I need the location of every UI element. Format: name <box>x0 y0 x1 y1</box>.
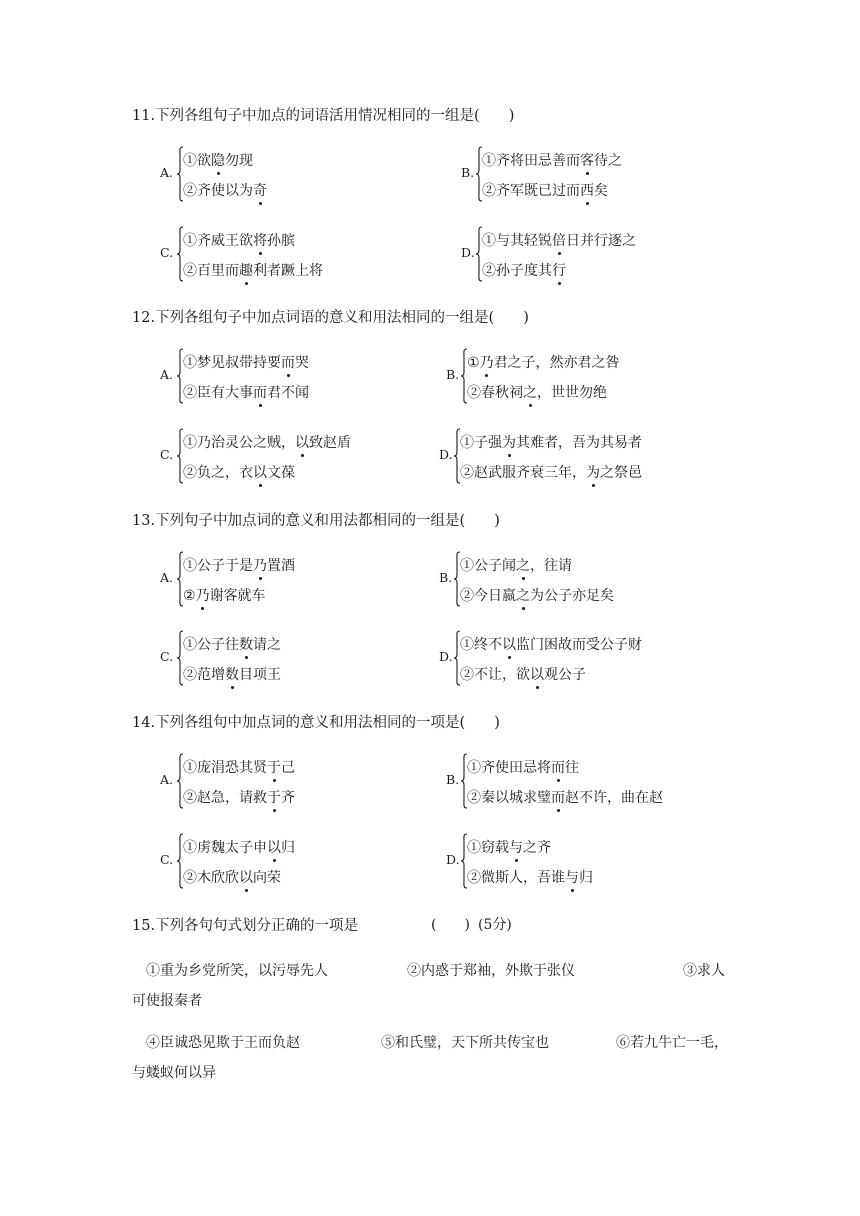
dotted-keyword: 而 <box>551 757 565 777</box>
dotted-keyword: 倍 <box>552 230 566 250</box>
sentence-text: ① <box>467 355 480 371</box>
sentence-text: 待之 <box>594 153 622 169</box>
option-sentence-2 <box>183 867 281 887</box>
sentence-text: ②齐军既已过而 <box>482 183 580 199</box>
sentence-text: 归 <box>579 870 593 886</box>
dotted-keyword: 以 <box>295 432 309 452</box>
sentence-text: 置酒 <box>267 558 295 574</box>
dotted-keyword: 以 <box>267 837 281 857</box>
option-sentence-2 <box>183 462 295 482</box>
dotted-keyword: 数 <box>239 634 253 654</box>
sentence-text: ①公子闻 <box>460 558 516 574</box>
option-letter: D. <box>446 852 460 867</box>
sentence-text: ②赵急，请救 <box>183 790 267 806</box>
sentence-text: 君不闻 <box>267 385 309 401</box>
option-letter: D. <box>439 447 453 462</box>
question-15-score: (5分) <box>478 917 512 933</box>
sentence-text: ②齐使以为 <box>183 183 253 199</box>
sentence-text: 其难者，吾为其易者 <box>516 435 642 451</box>
option-sentence-2 <box>467 787 663 807</box>
dotted-keyword: 以 <box>530 664 544 684</box>
sentence-text: 孙膑 <box>267 233 295 249</box>
sentence-text: ①乃治灵公之贼， <box>183 435 295 451</box>
sentence-text: ①齐使田忌将 <box>467 760 551 776</box>
option-sentence-1 <box>467 757 579 777</box>
sentence-text: ，世世勿绝 <box>537 385 607 401</box>
dotted-keyword: 之 <box>523 382 537 402</box>
sentence-text: ①庞涓恐其贤 <box>183 760 267 776</box>
option-letter: B. <box>439 570 453 585</box>
q15-item-4: ④臣诚恐见欺于王而负赵 <box>146 1035 300 1051</box>
dotted-keyword: 以 <box>253 462 267 482</box>
dotted-keyword: 西 <box>580 180 594 200</box>
option-sentence-2 <box>467 382 607 402</box>
option-letter: B. <box>446 772 460 787</box>
option-sentence-1 <box>183 352 309 372</box>
sentence-text: ①虏魏太子申 <box>183 840 267 856</box>
sentence-text: ②春秋祠 <box>467 385 523 401</box>
dotted-keyword: 奇 <box>253 180 267 200</box>
dotted-keyword: 之 <box>516 555 530 575</box>
option-letter: C. <box>160 649 174 664</box>
option-letter: A. <box>160 772 174 787</box>
question-14-title: 14.下列各组句中加点词的意义和用法相同的一项是( ) <box>132 715 500 731</box>
sentence-text: 矣 <box>594 183 608 199</box>
option-letter: D. <box>461 245 475 260</box>
option-sentence-1 <box>183 230 295 250</box>
sentence-text: ，往请 <box>530 558 572 574</box>
sentence-text: ②秦以城求璧 <box>467 790 551 806</box>
question-15-answer-blank[interactable]: ( ) <box>431 917 470 933</box>
sentence-text: 君之子，然亦君之咎 <box>493 355 620 371</box>
dotted-keyword: 乃 <box>253 555 267 575</box>
option-letter: C. <box>160 852 174 867</box>
dotted-keyword: 数 <box>225 664 239 684</box>
sentence-text: ①公子往 <box>183 637 239 653</box>
option-sentence-1 <box>460 432 642 452</box>
sentence-text: ①与其轻锐 <box>482 233 552 249</box>
sentence-text: 归 <box>281 840 295 856</box>
option-sentence-1 <box>183 150 253 170</box>
question-15-title: 15.下列各句句式划分正确的一项是 <box>132 918 359 934</box>
option-letter: C. <box>160 447 174 462</box>
sentence-text: 之祭邑 <box>600 465 642 481</box>
sentence-text: 赵不许，曲在赵 <box>565 790 663 806</box>
option-sentence-2 <box>467 867 593 887</box>
sentence-text: 利者蹶上将 <box>253 263 323 279</box>
sentence-text: ②不让，欲 <box>460 667 530 683</box>
sentence-text: ②孙子度其 <box>482 263 552 279</box>
question-13-title: 13.下列句子中加点词的意义和用法都相同的一组是( ) <box>132 513 500 529</box>
sentence-text: 勿现 <box>225 153 253 169</box>
sentence-text: ①公子于是 <box>183 558 253 574</box>
dotted-keyword: 客 <box>580 150 594 170</box>
option-sentence-1 <box>460 634 642 654</box>
option-sentence-1 <box>460 555 572 575</box>
dotted-keyword: 为 <box>502 432 516 452</box>
q15-item-2: ②内惑于郑袖，外欺于张仪 <box>407 963 575 979</box>
option-letter: B. <box>461 165 475 180</box>
sentence-text: ②范增 <box>183 667 225 683</box>
sentence-text: ①欲 <box>183 153 211 169</box>
sentence-text: ②微斯人，吾谁 <box>467 870 565 886</box>
sentence-text: ①终不 <box>460 637 502 653</box>
sentence-text: ①梦见叔带持要 <box>183 355 281 371</box>
option-sentence-1 <box>183 555 295 575</box>
sentence-text: ②今日嬴 <box>460 588 516 604</box>
dotted-keyword: 乃 <box>480 352 494 372</box>
sentence-text: ②负之，衣 <box>183 465 253 481</box>
option-sentence-1 <box>183 432 351 452</box>
sentence-text: 请之 <box>253 637 281 653</box>
sentence-text: ①齐威王欲 <box>183 233 253 249</box>
dotted-keyword: 与 <box>509 837 523 857</box>
sentence-text: 监门困故而受公子财 <box>516 637 642 653</box>
sentence-text: ①齐将田忌善而 <box>482 153 580 169</box>
sentence-text: ②臣有大事 <box>183 385 253 401</box>
q15-item-1: ①重为乡党所笑，以污辱先人 <box>146 963 328 979</box>
q15-item-6-cont: 与蝼蚁何以异 <box>132 1065 216 1081</box>
option-letter: C. <box>160 245 174 260</box>
dotted-keyword: 以 <box>502 634 516 654</box>
sentence-text: 谢客就车 <box>209 588 266 604</box>
option-sentence-2 <box>183 664 281 684</box>
dotted-keyword: 乃 <box>196 585 210 605</box>
dotted-keyword: 隐 <box>211 150 225 170</box>
q15-item-3: ③求人 <box>683 963 725 979</box>
sentence-text: 往 <box>565 760 579 776</box>
option-sentence-2 <box>183 585 266 605</box>
dotted-keyword: 于 <box>267 787 281 807</box>
sentence-text: 哭 <box>295 355 309 371</box>
option-sentence-2 <box>460 585 614 605</box>
q15-item-3-cont: 可使报秦者 <box>132 993 202 1009</box>
sentence-text: ②赵武服齐衰三年， <box>460 465 586 481</box>
dotted-keyword: 行 <box>552 260 566 280</box>
option-sentence-1 <box>482 230 636 250</box>
sentence-text: 日并行逐之 <box>566 233 636 249</box>
sentence-text: ②百里而 <box>183 263 239 279</box>
sentence-text: 之齐 <box>523 840 551 856</box>
sentence-text: 向荣 <box>253 870 281 886</box>
option-sentence-1 <box>467 837 551 857</box>
option-letter: A. <box>160 165 174 180</box>
option-letter: A. <box>160 570 174 585</box>
sentence-text: 致赵盾 <box>309 435 351 451</box>
option-letter: B. <box>446 367 460 382</box>
sentence-text: ②木欣欣 <box>183 870 239 886</box>
question-12-title: 12.下列各组句子中加点词语的意义和用法相同的一组是( ) <box>132 310 529 326</box>
option-letter: A. <box>160 367 174 382</box>
option-sentence-2 <box>460 462 642 482</box>
q15-item-6: ⑥若九牛亡一毛， <box>616 1035 728 1051</box>
dotted-keyword: 而 <box>281 352 295 372</box>
sentence-text: 目项王 <box>239 667 281 683</box>
dotted-keyword: 以 <box>239 867 253 887</box>
sentence-text: 观公子 <box>544 667 586 683</box>
option-sentence-1 <box>183 837 295 857</box>
dotted-keyword: 而 <box>253 382 267 402</box>
option-sentence-2 <box>183 180 267 200</box>
option-sentence-2 <box>183 787 295 807</box>
q15-item-5: ⑤和氏璧，天下所共传宝也 <box>381 1035 549 1051</box>
sentence-text: ①子强 <box>460 435 502 451</box>
sentence-text: 为公子亦足矣 <box>530 588 614 604</box>
option-sentence-2 <box>482 180 608 200</box>
sentence-text: 己 <box>281 760 295 776</box>
dotted-keyword: 于 <box>267 757 281 777</box>
dotted-keyword: 而 <box>551 787 565 807</box>
option-sentence-1 <box>467 352 620 372</box>
option-sentence-2 <box>183 260 323 280</box>
dotted-keyword: 之 <box>516 585 530 605</box>
dotted-keyword: 与 <box>565 867 579 887</box>
option-sentence-2 <box>183 382 309 402</box>
sentence-text: ② <box>183 588 196 604</box>
option-sentence-1 <box>482 150 622 170</box>
option-letter: D. <box>439 649 453 664</box>
question-11-title: 11.下列各组句子中加点的词语活用情况相同的一组是( ) <box>132 108 515 124</box>
dotted-keyword: 将 <box>253 230 267 250</box>
dotted-keyword: 为 <box>586 462 600 482</box>
sentence-text: 齐 <box>281 790 295 806</box>
sentence-text: ①窃载 <box>467 840 509 856</box>
option-sentence-2 <box>460 664 586 684</box>
dotted-keyword: 趣 <box>239 260 253 280</box>
option-sentence-2 <box>482 260 566 280</box>
option-sentence-1 <box>183 757 295 777</box>
option-sentence-1 <box>183 634 281 654</box>
sentence-text: 文葆 <box>267 465 295 481</box>
